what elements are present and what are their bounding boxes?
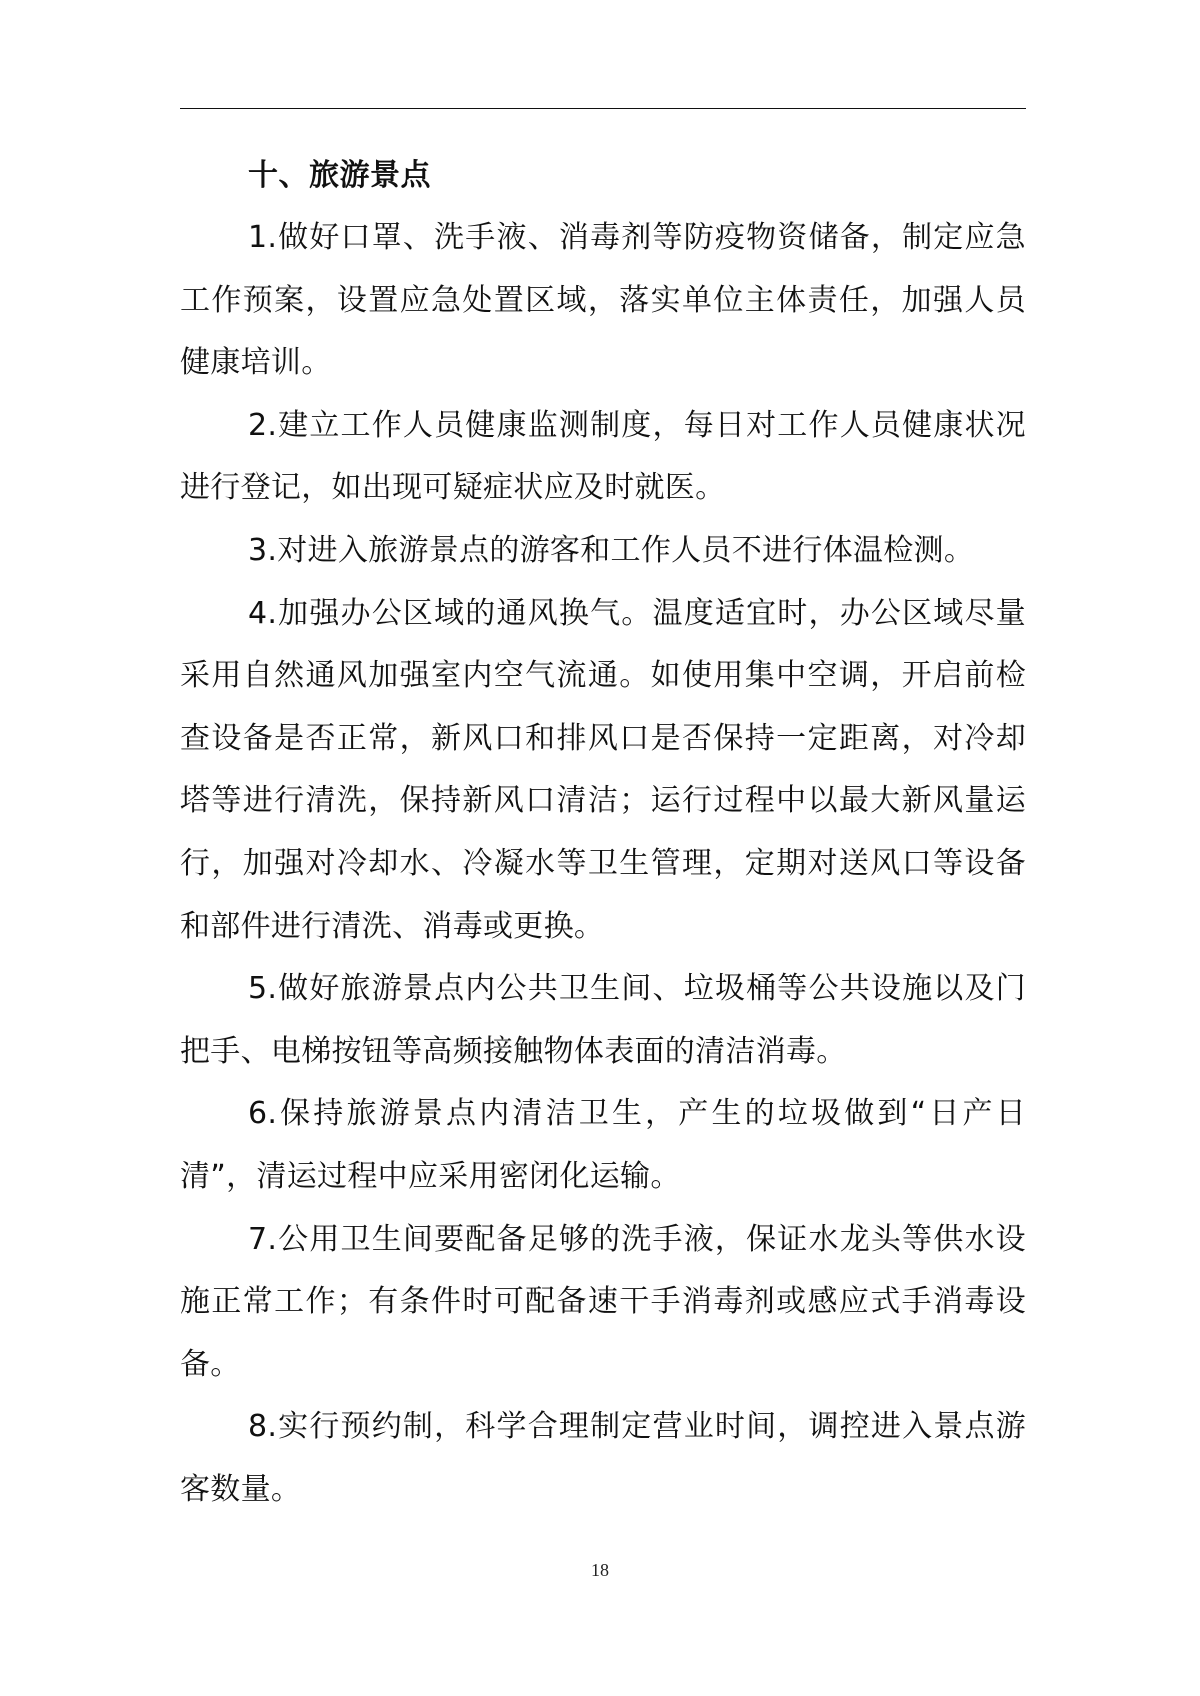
section-title: 十、旅游景点 <box>248 158 431 193</box>
paragraph-6: 6.保持旅游景点内清洁卫生，产生的垃圾做到“日产日清”，清运过程中应采用密闭化运输。 <box>180 1096 1026 1194</box>
paragraph-5: 5.做好旅游景点内公共卫生间、垃圾桶等公共设施以及门把手、电梯按钮等高频接触物体表面的清洁消毒。 <box>180 971 1026 1069</box>
header-divider <box>180 108 1026 109</box>
paragraph-1: 1.做好口罩、洗手液、消毒剂等防疫物资储备，制定应急工作预案，设置应急处置区域，落实单位主体责任，加强人员健康培训。 <box>180 220 1026 381</box>
paragraph-3: 3.对进入旅游景点的游客和工作人员不进行体温检测。 <box>248 532 975 568</box>
paragraph-7: 7.公用卫生间要配备足够的洗手液，保证水龙头等供水设施正常工作；有条件时可配备速干手消毒剂或感应式手消毒设备。 <box>180 1221 1026 1382</box>
paragraph-8: 8.实行预约制，科学合理制定营业时间，调控进入景点游客数量。 <box>180 1409 1026 1507</box>
paragraph-4: 4.加强办公区域的通风换气。温度适宜时，办公区域尽量采用自然通风加强室内空气流通。如使用集中空调，开启前检查设备是否正常，新风口和排风口是否保持一定距离，对冷却塔等进行清洗，保持新风口清洁；运行过程中以最大新风量运行，加强对冷却水、冷凝水等卫生管理，定期对送风口等设备和部件进行清洗、消毒或更换。 <box>180 595 1026 944</box>
page-content <box>180 145 1026 1521</box>
page-number: 18 <box>591 1560 609 1580</box>
paragraph-2: 2.建立工作人员健康监测制度，每日对工作人员健康状况进行登记，如出现可疑症状应及时就医。 <box>180 407 1026 506</box>
